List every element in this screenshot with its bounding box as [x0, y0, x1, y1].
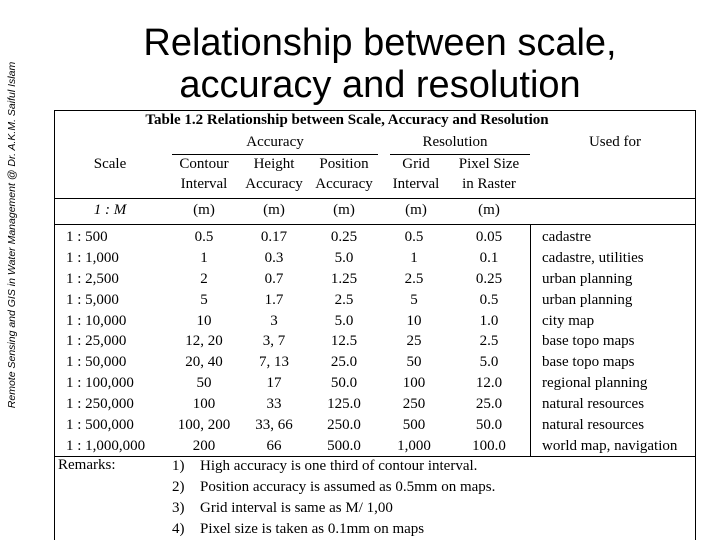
- cell-grid: 25: [406, 333, 422, 350]
- cell-scale: 1 : 250,000: [66, 396, 134, 413]
- table-row: [54, 436, 696, 457]
- cell-contour: 200: [192, 437, 216, 454]
- cell-use: world map, navigation: [542, 437, 678, 454]
- cell-height: 7, 13: [259, 354, 289, 371]
- cell-pixel: 0.1: [479, 249, 499, 266]
- unit-position: (m): [333, 202, 355, 218]
- cell-grid: 5: [410, 291, 418, 308]
- cell-scale: 1 : 1,000,000: [66, 437, 146, 454]
- remark-text: High accuracy is one third of contour interval.: [200, 458, 478, 474]
- cell-use: regional planning: [542, 375, 648, 392]
- cell-scale: 1 : 50,000: [66, 354, 127, 371]
- cell-grid: 1: [410, 249, 418, 266]
- side-note-text: Remote Sensing and GIS in Water Management @ Dr. A.K.M. Saiful Islam: [6, 61, 19, 409]
- header-rule: [54, 198, 696, 199]
- header-height-1: Height: [253, 156, 295, 172]
- table-row: [54, 269, 696, 290]
- cell-pixel: 12.0: [475, 375, 503, 392]
- accuracy-underline: [172, 154, 378, 155]
- cell-use: base topo maps: [542, 333, 635, 350]
- unit-contour: (m): [193, 202, 215, 218]
- table-row: [54, 373, 696, 394]
- cell-use: cadastre: [542, 229, 592, 245]
- cell-height: 1.7: [264, 291, 284, 308]
- unit-grid: (m): [405, 202, 427, 218]
- cell-grid: 500: [402, 417, 426, 434]
- cell-position: 5.0: [334, 249, 354, 266]
- cell-grid: 100: [402, 375, 426, 392]
- cell-pixel: 0.25: [475, 270, 503, 287]
- cell-grid: 1,000: [397, 437, 431, 454]
- cell-contour: 1: [200, 249, 208, 266]
- cell-position: 1.25: [330, 270, 358, 287]
- cell-use: city map: [542, 312, 595, 329]
- cell-height: 3: [270, 312, 278, 329]
- header-used-for: Used for: [588, 134, 642, 150]
- cell-contour: 100, 200: [177, 417, 231, 434]
- cell-position: 25.0: [330, 354, 358, 371]
- cell-contour: 100: [192, 396, 216, 413]
- header-position-1: Position: [319, 156, 369, 172]
- remarks-label: Remarks:: [58, 457, 116, 473]
- resolution-underline: [390, 154, 530, 155]
- table-row: [54, 290, 696, 311]
- cell-grid: 10: [406, 312, 422, 329]
- cell-height: 0.3: [264, 249, 284, 266]
- slide-title: [60, 22, 700, 106]
- cell-pixel: 5.0: [479, 354, 499, 371]
- cell-position: 50.0: [330, 375, 358, 392]
- cell-scale: 1 : 500,000: [66, 417, 134, 434]
- header-pixel-2: in Raster: [462, 176, 516, 192]
- cell-contour: 20, 40: [185, 354, 223, 371]
- cell-pixel: 25.0: [475, 396, 503, 413]
- slide-title-line-1: Relationship between scale,: [143, 22, 617, 64]
- remark-text: Grid interval is same as M/ 1,00: [200, 500, 393, 516]
- remark-item: [172, 521, 424, 538]
- table-row: [54, 227, 696, 248]
- side-note: [2, 0, 22, 470]
- remark-number: 2): [172, 479, 185, 495]
- table-row: [54, 352, 696, 373]
- cell-scale: 1 : 100,000: [66, 375, 134, 392]
- table-body: [54, 227, 696, 457]
- cell-scale: 1 : 25,000: [66, 333, 127, 350]
- table-row: [54, 415, 696, 436]
- cell-height: 0.17: [260, 229, 288, 245]
- unit-pixel: (m): [478, 202, 500, 218]
- remark-text: Pixel size is taken as 0.1mm on maps: [200, 521, 425, 537]
- cell-height: 0.7: [264, 270, 284, 287]
- cell-position: 125.0: [327, 396, 361, 413]
- header-scale: Scale: [93, 156, 127, 172]
- remark-text: Position accuracy is assumed as 0.5mm on maps.: [200, 479, 496, 495]
- cell-contour: 10: [196, 312, 212, 329]
- cell-grid: 2.5: [404, 270, 424, 287]
- cell-position: 250.0: [327, 417, 361, 434]
- cell-position: 0.25: [330, 229, 358, 245]
- cell-contour: 12, 20: [185, 333, 223, 350]
- header-pixel-1: Pixel Size: [458, 156, 520, 172]
- cell-pixel: 0.5: [479, 291, 499, 308]
- header-position-2: Accuracy: [315, 176, 373, 192]
- header-contour-1: Contour: [179, 156, 229, 172]
- remark-item: [172, 479, 495, 496]
- cell-height: 33: [266, 396, 282, 413]
- cell-pixel: 50.0: [475, 417, 503, 434]
- header-contour-2: Interval: [180, 176, 228, 192]
- cell-grid: 50: [406, 354, 422, 371]
- cell-use: natural resources: [542, 417, 645, 434]
- table-caption: Table 1.2 Relationship between Scale, Accuracy and Resolution: [145, 112, 549, 128]
- header-resolution: Resolution: [422, 134, 488, 150]
- cell-scale: 1 : 10,000: [66, 312, 127, 329]
- cell-pixel: 2.5: [479, 333, 499, 350]
- cell-use: natural resources: [542, 396, 645, 413]
- header-accuracy: Accuracy: [246, 134, 304, 150]
- cell-position: 5.0: [334, 312, 354, 329]
- cell-position: 500.0: [327, 437, 361, 454]
- remark-item: [172, 500, 393, 517]
- units-rule: [54, 224, 696, 225]
- cell-pixel: 1.0: [479, 312, 499, 329]
- unit-height: (m): [263, 202, 285, 218]
- unit-scale: 1 : M: [93, 202, 127, 218]
- cell-scale: 1 : 1,000: [66, 249, 119, 266]
- table-row: [54, 394, 696, 415]
- cell-position: 2.5: [334, 291, 354, 308]
- remark-number: 1): [172, 458, 185, 474]
- remark-item: [172, 458, 477, 475]
- remark-number: 4): [172, 521, 185, 537]
- cell-pixel: 0.05: [475, 229, 503, 245]
- table-row: [54, 331, 696, 352]
- cell-height: 17: [266, 375, 282, 392]
- cell-use: cadastre, utilities: [542, 249, 644, 266]
- table-row: [54, 248, 696, 269]
- cell-grid: 0.5: [404, 229, 424, 245]
- header-grid-1: Grid: [402, 156, 430, 172]
- slide-title-line-2: accuracy and resolution: [179, 64, 581, 106]
- table-row: [54, 311, 696, 332]
- cell-contour: 2: [200, 270, 208, 287]
- cell-contour: 5: [200, 291, 208, 308]
- cell-use: urban planning: [542, 291, 633, 308]
- cell-grid: 250: [402, 396, 426, 413]
- cell-position: 12.5: [330, 333, 358, 350]
- cell-height: 33, 66: [255, 417, 293, 434]
- remark-number: 3): [172, 500, 185, 516]
- cell-use: base topo maps: [542, 354, 635, 371]
- cell-contour: 50: [196, 375, 212, 392]
- cell-height: 3, 7: [262, 333, 286, 350]
- cell-scale: 1 : 500: [66, 229, 108, 245]
- cell-contour: 0.5: [194, 229, 214, 245]
- cell-scale: 1 : 5,000: [66, 291, 119, 308]
- body-bottom-rule: [54, 456, 696, 457]
- cell-height: 66: [266, 437, 282, 454]
- cell-pixel: 100.0: [472, 437, 506, 454]
- cell-use: urban planning: [542, 270, 633, 287]
- header-grid-2: Interval: [392, 176, 440, 192]
- header-height-2: Accuracy: [245, 176, 303, 192]
- cell-scale: 1 : 2,500: [66, 270, 119, 287]
